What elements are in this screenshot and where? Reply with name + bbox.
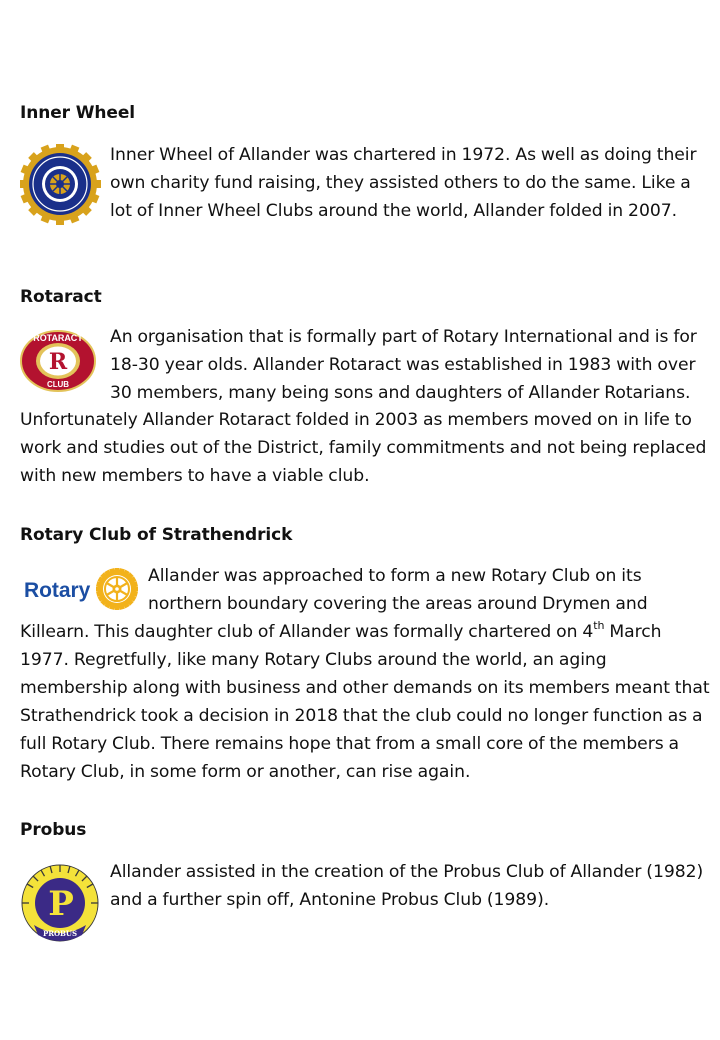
paragraph-text: Allander assisted in the creation of the Probus Club of Allander (1982) and a further spin off, Antonine Probus Club (1989). [110, 862, 704, 910]
rotaract-logo-club-text: CLUB [46, 380, 70, 389]
section-rotaract [20, 287, 712, 491]
rotaract-club-logo-icon [20, 329, 104, 395]
section-inner-wheel [20, 103, 712, 226]
section-heading: Rotaract [20, 287, 102, 307]
section-heading: Rotary Club of Strathendrick [20, 525, 293, 545]
rotary-wordmark: Rotary [24, 579, 91, 602]
paragraph-text-start: Allander was approached to form a new Rotary Club on its northern boundary covering the areas around Drymen and Killearn. This daughter club of Allander was formally chartered on 4 [20, 566, 648, 642]
section-paragraph [20, 142, 712, 225]
section-heading: Inner Wheel [20, 103, 136, 123]
svg-text:P: P [48, 884, 74, 924]
section-heading: Probus [20, 820, 87, 840]
svg-text:R: R [48, 349, 68, 375]
section-rotary-strathendrick [20, 525, 712, 786]
probus-logo-icon [20, 861, 104, 947]
section-paragraph [20, 859, 712, 938]
section-probus [20, 820, 712, 947]
rotaract-logo-text: ROTARACT [33, 333, 83, 343]
paragraph-text: An organisation that is formally part of Rotary International and is for 18-30 year olds. Allander Rotaract was established in 1983 with over 30 members, many being sons and daughters of Allander Rotarians. Unfortunately Allander Rotaract folded in 2003 as members moved on in life to work and studies out of the District, family commitments and not being replaced with new members to have a viable club. [20, 327, 707, 486]
rotary-logo-icon [20, 565, 142, 613]
section-paragraph [20, 324, 712, 491]
paragraph-text: Inner Wheel of Allander was chartered in 1972. As well as doing their own charity fund raising, they assisted others to do the same. Like a lot of Inner Wheel Clubs around the world, Allander folded in 2007. [110, 145, 697, 221]
ordinal-suffix: th [593, 618, 605, 632]
probus-logo-text: PROBUS [43, 929, 77, 938]
paragraph-text-end: March 1977. Regretfully, like many Rotary Clubs around the world, an aging membership along with business and other demands on its members meant that Strathendrick took a decision in 2018 that the club could no longer function as a full Rotary Club. There remains hope that from a small core of the members a Rotary Club, in some form or another, can rise again. [20, 621, 710, 782]
inner-wheel-logo-icon [20, 144, 104, 226]
section-paragraph [20, 563, 712, 786]
